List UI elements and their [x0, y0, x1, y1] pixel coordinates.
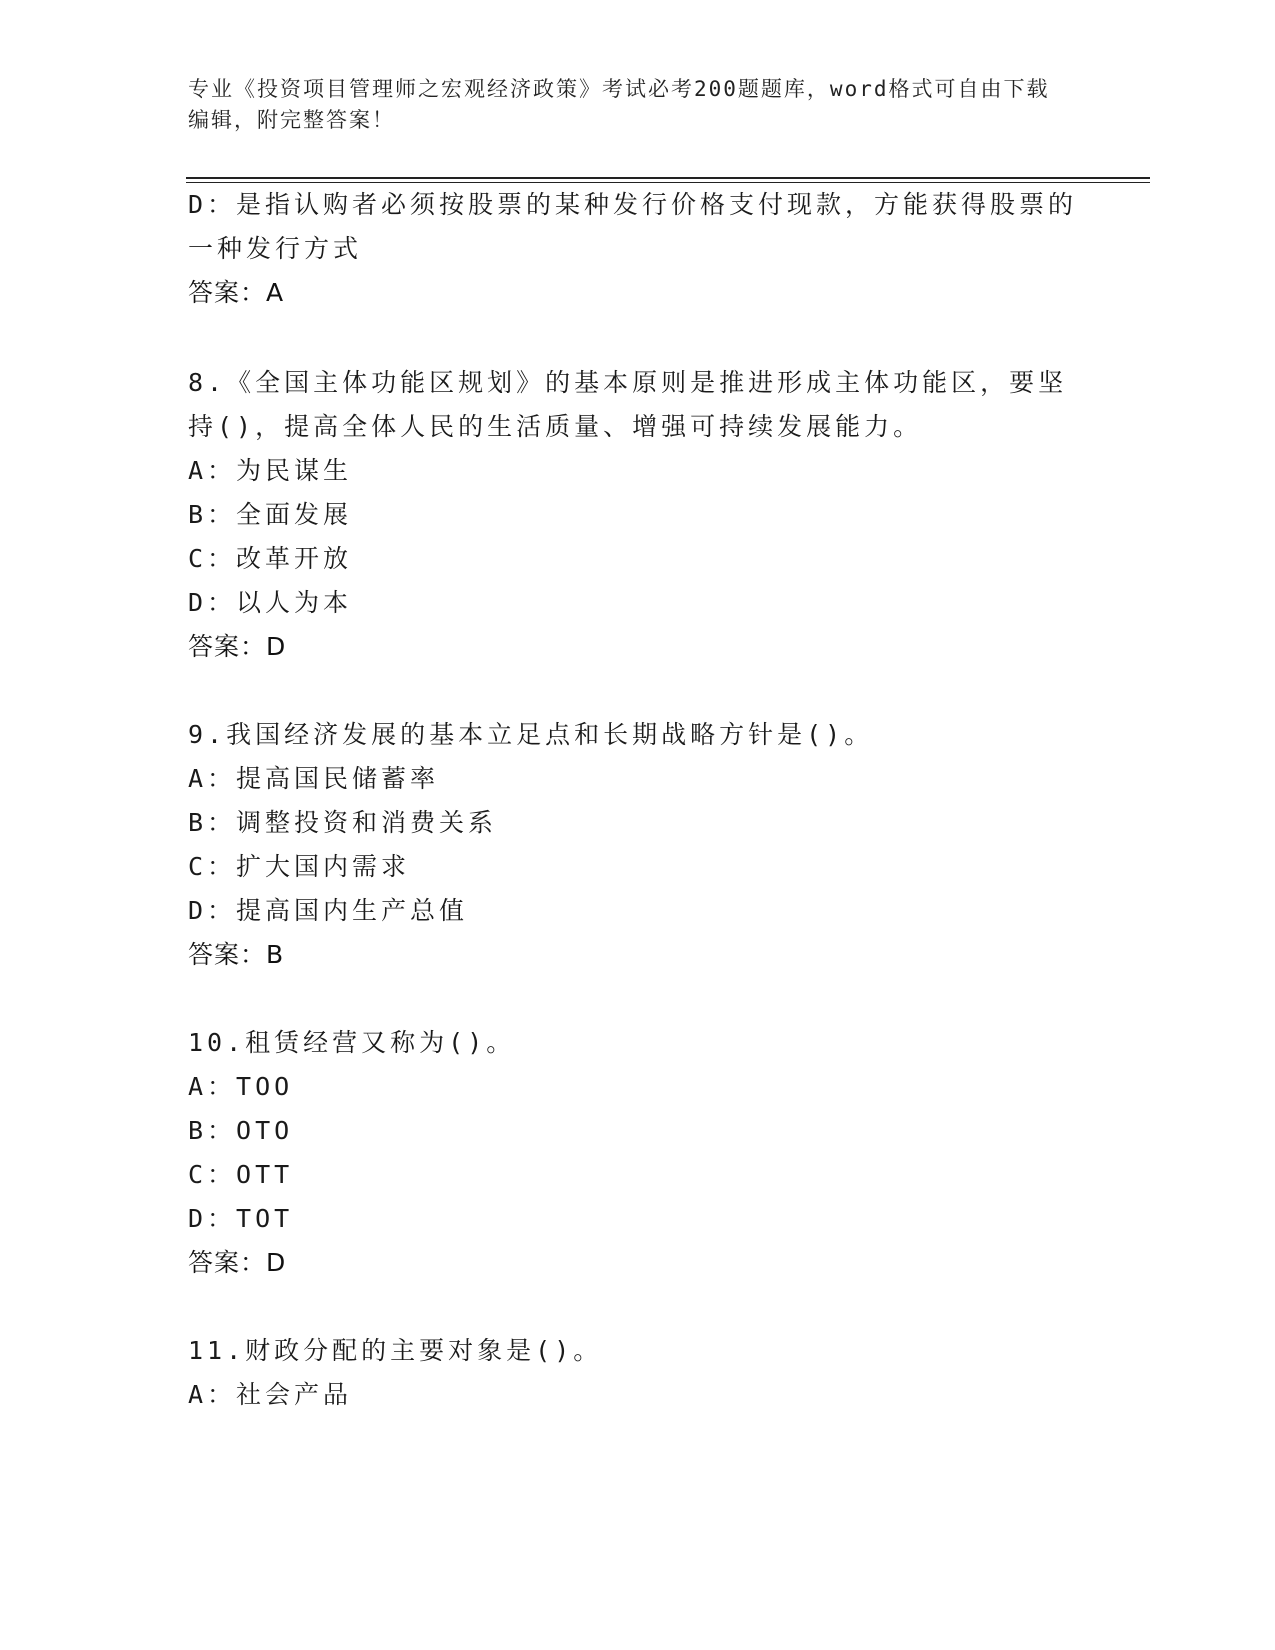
question-9-option-d: D：提高国内生产总值	[188, 896, 469, 925]
question-9-option-b: B：调整投资和消费关系	[188, 808, 498, 837]
question-8-stem-line2: 持()，提高全体人民的生活质量、增强可持续发展能力。	[188, 412, 923, 441]
question-9-option-a: A：提高国民储蓄率	[188, 764, 440, 793]
header-divider-thin	[186, 182, 1150, 183]
question-10-answer: 答案：D	[188, 1248, 287, 1277]
question-8-option-a: A：为民谋生	[188, 456, 353, 485]
question-10-option-d: D：TOT	[188, 1204, 294, 1233]
question-9-stem: 9.我国经济发展的基本立足点和长期战略方针是()。	[188, 720, 874, 749]
prev-option-d-line1: D：是指认购者必须按股票的某种发行价格支付现款，方能获得股票的	[188, 190, 1078, 219]
prev-option-d-line2: 一种发行方式	[188, 234, 363, 263]
question-8-option-d: D：以人为本	[188, 588, 353, 617]
question-8-option-c: C：改革开放	[188, 544, 353, 573]
question-8-answer: 答案：D	[188, 632, 287, 661]
question-10-option-b: B：OTO	[188, 1116, 294, 1145]
question-10-option-a: A：TOO	[188, 1072, 294, 1101]
header-divider-thick	[186, 177, 1150, 179]
question-10-option-c: C：OTT	[188, 1160, 294, 1189]
question-9-answer: 答案：B	[188, 940, 285, 969]
document-header: 专业《投资项目管理师之宏观经济政策》考试必考200题题库，word格式可自由下载编辑，附完整答案！	[188, 77, 1050, 132]
question-10-stem: 10.租赁经营又称为()。	[188, 1028, 516, 1057]
question-8-option-b: B：全面发展	[188, 500, 353, 529]
question-9-option-c: C：扩大国内需求	[188, 852, 411, 881]
question-11-stem: 11.财政分配的主要对象是()。	[188, 1336, 603, 1365]
question-8-stem-line1: 8.《全国主体功能区规划》的基本原则是推进形成主体功能区，要坚	[188, 368, 1068, 397]
prev-answer: 答案：A	[188, 278, 285, 307]
question-11-option-a: A：社会产品	[188, 1380, 353, 1409]
